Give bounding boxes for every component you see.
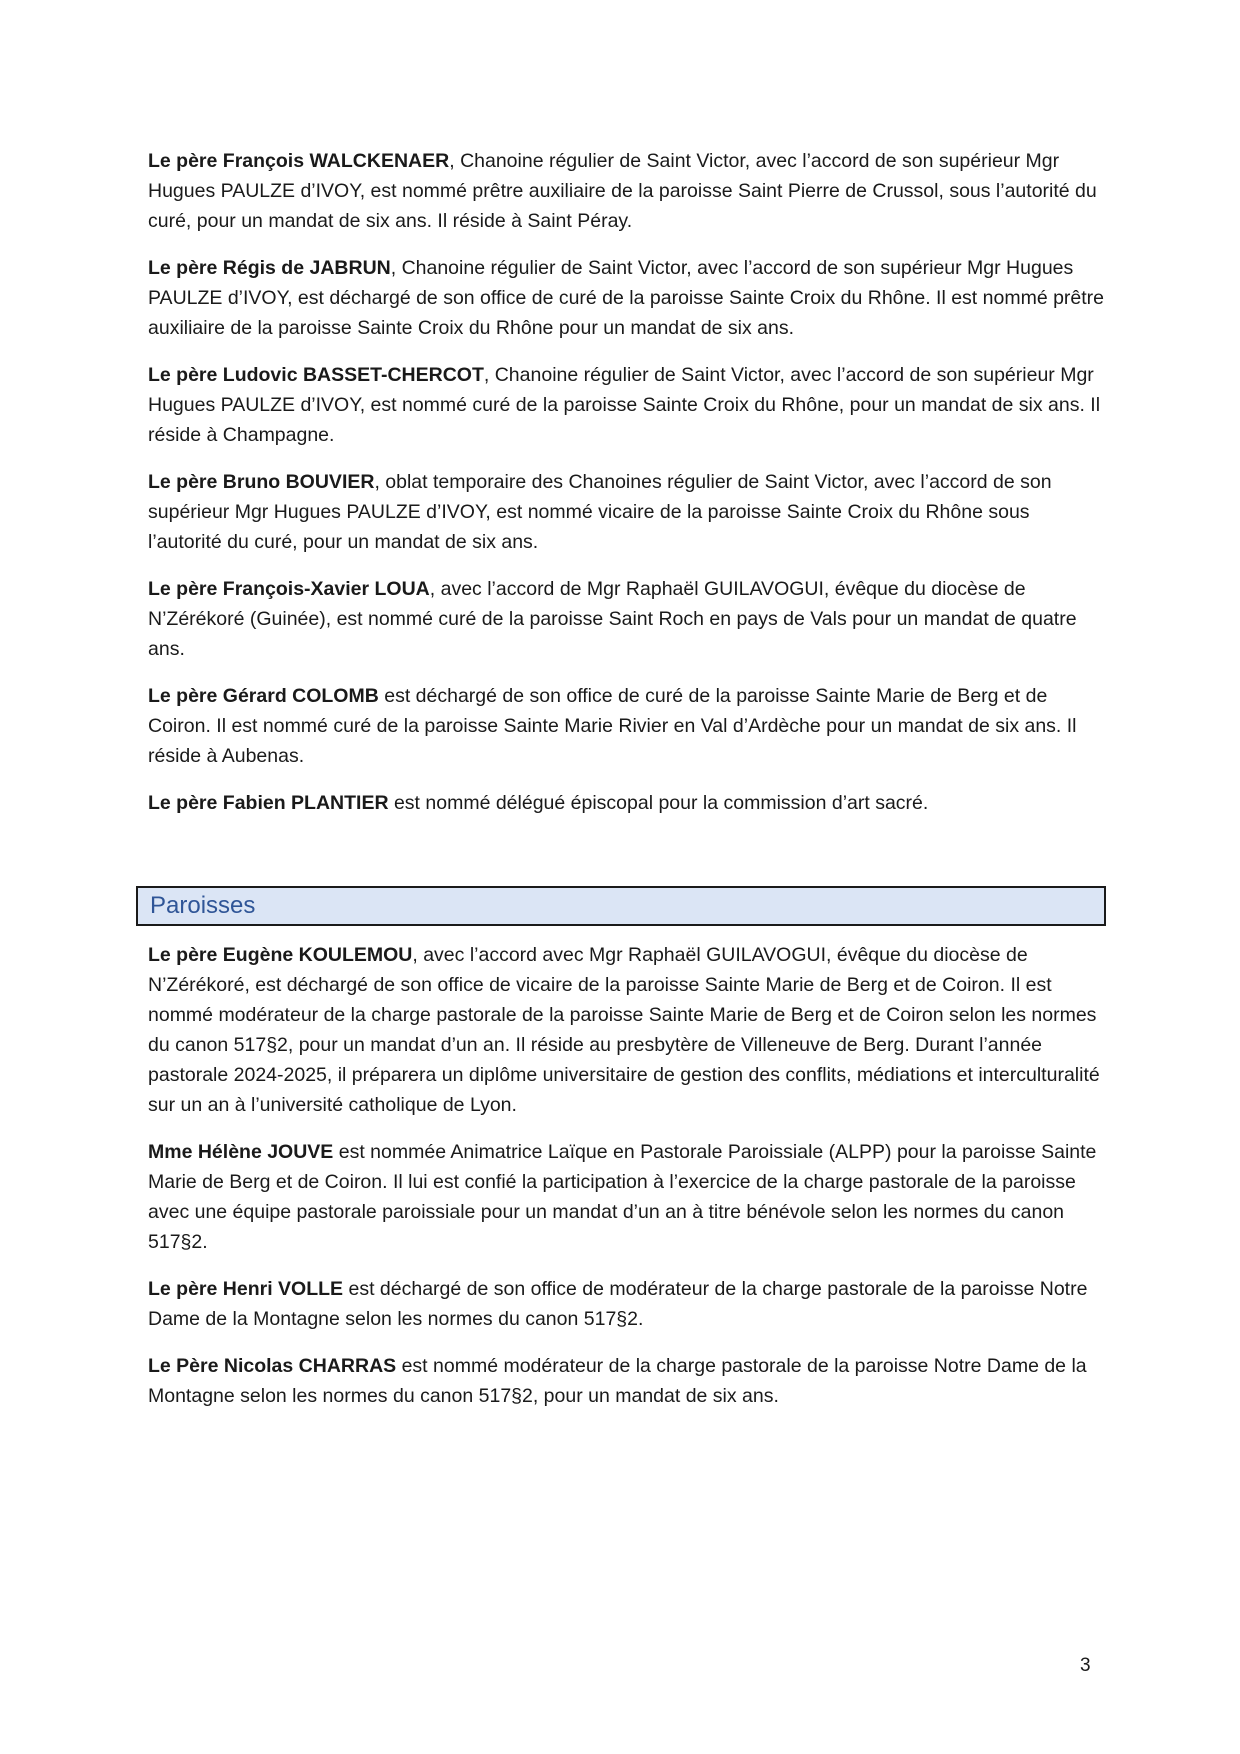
appointment-paragraph	[148, 360, 1108, 450]
appointment-text: , Chanoine régulier de Saint Victor, avec l’accord de son supérieur Mgr Hugues PAULZE d’IVOY, est nommé curé de la paroisse Sainte Croix du Rhône, pour un mandat de six ans. Il réside à Champagne.	[148, 364, 1101, 446]
person-name: Le père Ludovic BASSET-CHERCOT	[148, 364, 484, 386]
appointment-paragraph	[148, 1351, 1108, 1411]
person-name: Le père Bruno BOUVIER	[148, 471, 375, 493]
appointment-paragraph	[148, 1274, 1108, 1334]
appointment-paragraph	[148, 681, 1108, 771]
appointment-text: est déchargé de son office de modérateur de la charge pastorale de la paroisse Notre Dame de la Montagne selon les normes du canon 517§2.	[148, 1278, 1088, 1330]
appointment-text: est nommée Animatrice Laïque en Pastorale Paroissiale (ALPP) pour la paroisse Sainte Marie de Berg et de Coiron. Il lui est confié la participation à l’exercice de la charge pastorale de la paroisse avec une équipe pastorale paroissiale pour un mandat d’un an à titre bénévole selon les normes du canon 517§2.	[148, 1141, 1097, 1253]
appointment-text: , Chanoine régulier de Saint Victor, avec l’accord de son supérieur Mgr Hugues PAULZE d’IVOY, est déchargé de son office de curé de la paroisse Sainte Croix du Rhône. Il est nommé prêtre auxiliaire de la paroisse Sainte Croix du Rhône pour un mandat de six ans.	[148, 257, 1105, 339]
appointment-text: est nommé modérateur de la charge pastorale de la paroisse Notre Dame de la Montagne selon les normes du canon 517§2, pour un mandat de six ans.	[148, 1355, 1087, 1407]
appointment-paragraph	[148, 788, 1108, 818]
appointment-text: , avec l’accord de Mgr Raphaël GUILAVOGUI, évêque du diocèse de N’Zérékoré (Guinée), est nommé curé de la paroisse Saint Roch en pays de Vals pour un mandat de quatre ans.	[148, 578, 1077, 660]
appointment-paragraph	[148, 574, 1108, 664]
appointment-text: , Chanoine régulier de Saint Victor, avec l’accord de son supérieur Mgr Hugues PAULZE d’IVOY, est nommé prêtre auxiliaire de la paroisse Saint Pierre de Crussol, sous l’autorité du curé, pour un mandat de six ans. Il réside à Saint Péray.	[148, 150, 1097, 232]
appointment-text: , oblat temporaire des Chanoines régulier de Saint Victor, avec l’accord de son supérieur Mgr Hugues PAULZE d’IVOY, est nommé vicaire de la paroisse Sainte Croix du Rhône sous l’autorité du curé, pour un mandat de six ans.	[148, 471, 1052, 553]
person-name: Le père Gérard COLOMB	[148, 685, 379, 707]
person-name: Le père Henri VOLLE	[148, 1278, 344, 1300]
appointment-paragraph	[148, 940, 1108, 1120]
person-name: Le père François WALCKENAER	[148, 150, 450, 172]
appointments-list-top	[148, 146, 1108, 835]
person-name: Le père François-Xavier LOUA	[148, 578, 430, 600]
person-name: Le père Eugène KOULEMOU	[148, 944, 413, 966]
page-number: 3	[1080, 1655, 1091, 1676]
person-name: Le père Fabien PLANTIER	[148, 792, 389, 814]
appointment-paragraph	[148, 253, 1108, 343]
appointment-text: , avec l’accord avec Mgr Raphaël GUILAVOGUI, évêque du diocèse de N’Zérékoré, est déchargé de son office de vicaire de la paroisse Sainte Marie de Berg et de Coiron. Il est nommé modérateur de la charge pastorale de la paroisse Sainte Marie de Berg et de Coiron selon les normes du canon 517§2, pour un mandat d’un an. Il réside au presbytère de Villeneuve de Berg. Durant l’année pastorale 2024-2025, il préparera un diplôme universitaire de gestion des conflits, médiations et interculturalité sur un an à l’université catholique de Lyon.	[148, 944, 1100, 1116]
person-name: Le Père Nicolas CHARRAS	[148, 1355, 397, 1377]
person-name: Le père Régis de JABRUN	[148, 257, 391, 279]
appointments-list-bottom	[148, 940, 1108, 1428]
appointment-paragraph	[148, 467, 1108, 557]
appointment-paragraph	[148, 1137, 1108, 1257]
appointment-paragraph	[148, 146, 1108, 236]
appointment-text: est nommé délégué épiscopal pour la commission d’art sacré.	[388, 792, 929, 814]
person-name: Mme Hélène JOUVE	[148, 1141, 334, 1163]
appointment-text: est déchargé de son office de curé de la paroisse Sainte Marie de Berg et de Coiron. Il est nommé curé de la paroisse Sainte Marie Rivier en Val d’Ardèche pour un mandat de six ans. Il réside à Aubenas.	[148, 685, 1077, 767]
section-heading-paroisses: Paroisses	[136, 886, 1106, 926]
